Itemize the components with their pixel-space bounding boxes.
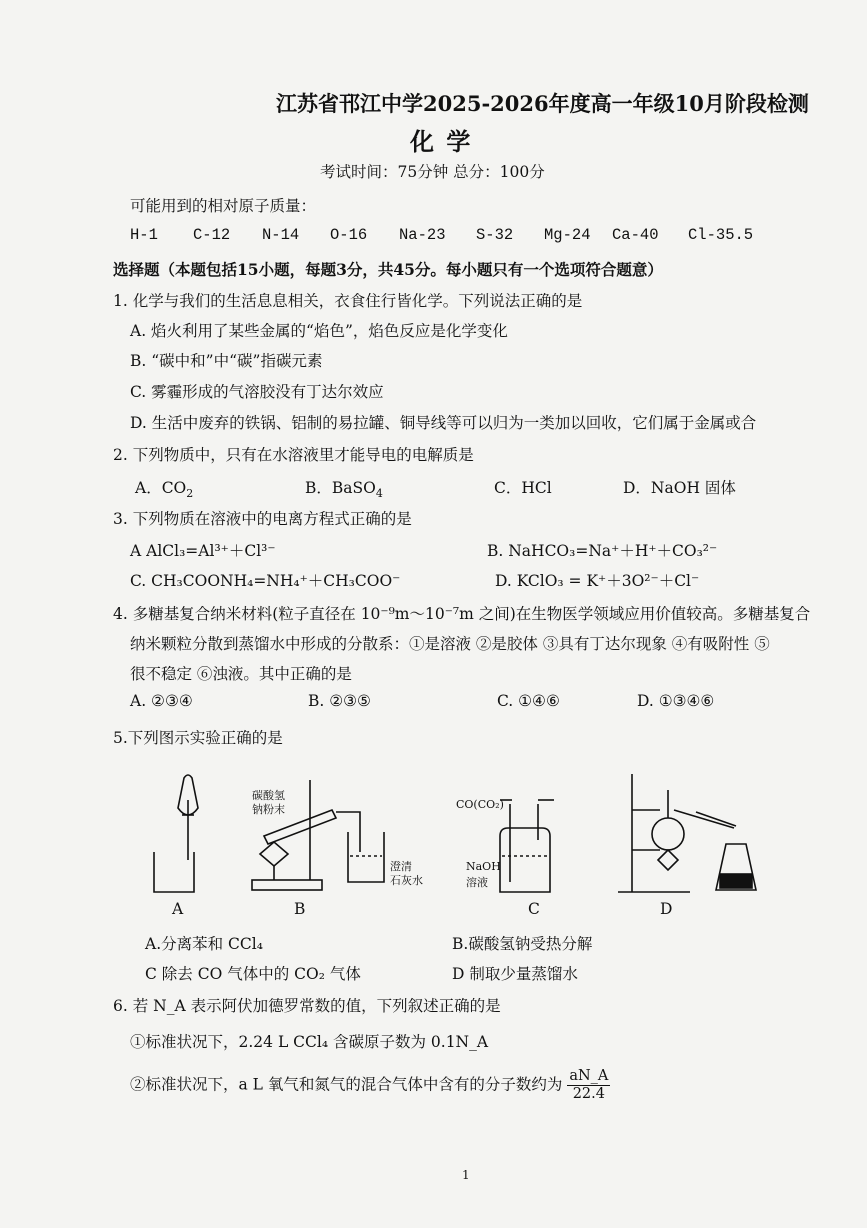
q4-line3: 很不稳定 ⑥浊液。其中正确的是 <box>130 665 352 683</box>
atomic-mass-item: Na-23 <box>399 226 446 244</box>
q6-statement-2: ②标准状况下，a L 氧气和氮气的混合气体中含有的分子数约为 $\frac{aN\_A}{22.4}$ <box>130 1068 609 1102</box>
q5-option-a: A.分离苯和 CCl₄ <box>145 935 263 953</box>
q4-line2: 纳米颗粒分散到蒸馏水中形成的分散系：①是溶液 ②是胶体 ③具有丁达尔现象 ④有吸附性 ⑤ <box>130 635 770 653</box>
atomic-mass-item: N-14 <box>262 226 300 244</box>
q2-option-b: B．BaSO$_4$ <box>305 479 383 501</box>
atomic-mass-item: H-1 <box>130 226 158 244</box>
label-sodium-bicarbonate-2: 钠粉末 <box>252 803 285 816</box>
apparatus-c-wash-bottle <box>500 800 554 892</box>
figure-label-a: A <box>172 900 184 918</box>
q4-option-d: D. ①③④⑥ <box>637 692 715 710</box>
q3-option-d: D. KClO₃ = K⁺＋3O²⁻＋Cl⁻ <box>495 572 700 590</box>
q5-option-d: D 制取少量蒸馏水 <box>452 965 578 983</box>
subject-title: 化 学 <box>410 127 473 156</box>
q6-statement-1: ①标准状况下，2.24 L CCl₄ 含碳原子数为 0.1N_A <box>130 1033 489 1051</box>
q5-option-c: C 除去 CO 气体中的 CO₂ 气体 <box>145 965 361 983</box>
q3-option-c: C. CH₃COONH₄=NH₄⁺＋CH₃COO⁻ <box>130 572 401 590</box>
q1-option-c: C. 雾霾形成的气溶胶没有丁达尔效应 <box>130 383 384 401</box>
q2-option-c: C．HCl <box>494 479 552 497</box>
label-solution: 溶液 <box>466 876 488 889</box>
q3-option-b: B. NaHCO₃=Na⁺＋H⁺＋CO₃²⁻ <box>487 542 718 560</box>
atomic-mass-item: Cl-35.5 <box>688 226 754 244</box>
figure-label-b: B <box>294 900 306 918</box>
atomic-mass-label: 可能用到的相对原子质量： <box>130 197 317 215</box>
apparatus-d-distillation <box>618 774 756 892</box>
atomic-mass-item: S-32 <box>476 226 514 244</box>
q5-apparatus-figure <box>140 760 780 920</box>
apparatus-a-separatory-funnel <box>154 775 198 892</box>
q2-option-d: D．NaOH 固体 <box>623 479 736 497</box>
section-heading: 选择题（本题包括15小题，每题3分，共45分。每小题只有一个选项符合题意） <box>113 260 663 279</box>
q4-option-a: A. ②③④ <box>130 692 193 710</box>
q4-option-c: C. ①④⑥ <box>497 692 560 710</box>
exam-title: 江苏省邗江中学2025-2026年度高一年级10月阶段检测 <box>276 91 809 116</box>
page-number: 1 <box>462 1168 470 1182</box>
q1-option-d: D. 生活中废弃的铁锅、铝制的易拉罐、铜导线等可以归为一类加以回收，它们属于金属或合 <box>130 414 757 432</box>
q1-option-a: A. 焰火利用了某些金属的“焰色”，焰色反应是化学变化 <box>130 322 508 340</box>
label-naoh: NaOH <box>466 860 501 873</box>
q3-option-a: A AlCl₃=Al³⁺＋Cl³⁻ <box>130 542 276 560</box>
figure-label-d: D <box>660 900 673 918</box>
q2-option-a: A．$CO_2$ <box>135 479 194 501</box>
atomic-mass-item: O-16 <box>330 226 368 244</box>
label-sodium-bicarbonate-1: 碳酸氢 <box>252 789 285 802</box>
q1-option-b: B. “碳中和”中“碳”指碳元素 <box>130 352 323 370</box>
q4-line1: 4. 多糖基复合纳米材料(粒子直径在 10⁻⁹m～10⁻⁷m 之间)在生物医学领域应用价值较高。多糖基复合 <box>113 605 811 623</box>
exam-info: 考试时间：75分钟 总分：100分 <box>320 163 545 181</box>
q6-stem: 6. 若 N_A 表示阿伏加德罗常数的值，下列叙述正确的是 <box>113 997 501 1015</box>
atomic-mass-item: C-12 <box>193 226 231 244</box>
atomic-mass-item: Mg-24 <box>544 226 591 244</box>
q5-stem: 5.下列图示实验正确的是 <box>113 729 283 747</box>
q6-fraction: $\frac{aN\_A}{22.4}$ <box>569 1068 609 1102</box>
q4-option-b: B. ②③⑤ <box>308 692 371 710</box>
q3-stem: 3. 下列物质在溶液中的电离方程式正确的是 <box>113 510 412 528</box>
atomic-mass-item: Ca-40 <box>612 226 659 244</box>
label-limewater-1: 澄清 <box>390 860 412 873</box>
q2-stem: 2. 下列物质中，只有在水溶液里才能导电的电解质是 <box>113 446 474 464</box>
q1-stem: 1. 化学与我们的生活息息相关，衣食住行皆化学。下列说法正确的是 <box>113 292 583 310</box>
label-limewater-2: 石灰水 <box>390 874 423 887</box>
figure-label-c: C <box>528 900 540 918</box>
q5-option-b: B.碳酸氢钠受热分解 <box>452 935 593 953</box>
label-co-co2: CO(CO₂) <box>456 798 504 811</box>
